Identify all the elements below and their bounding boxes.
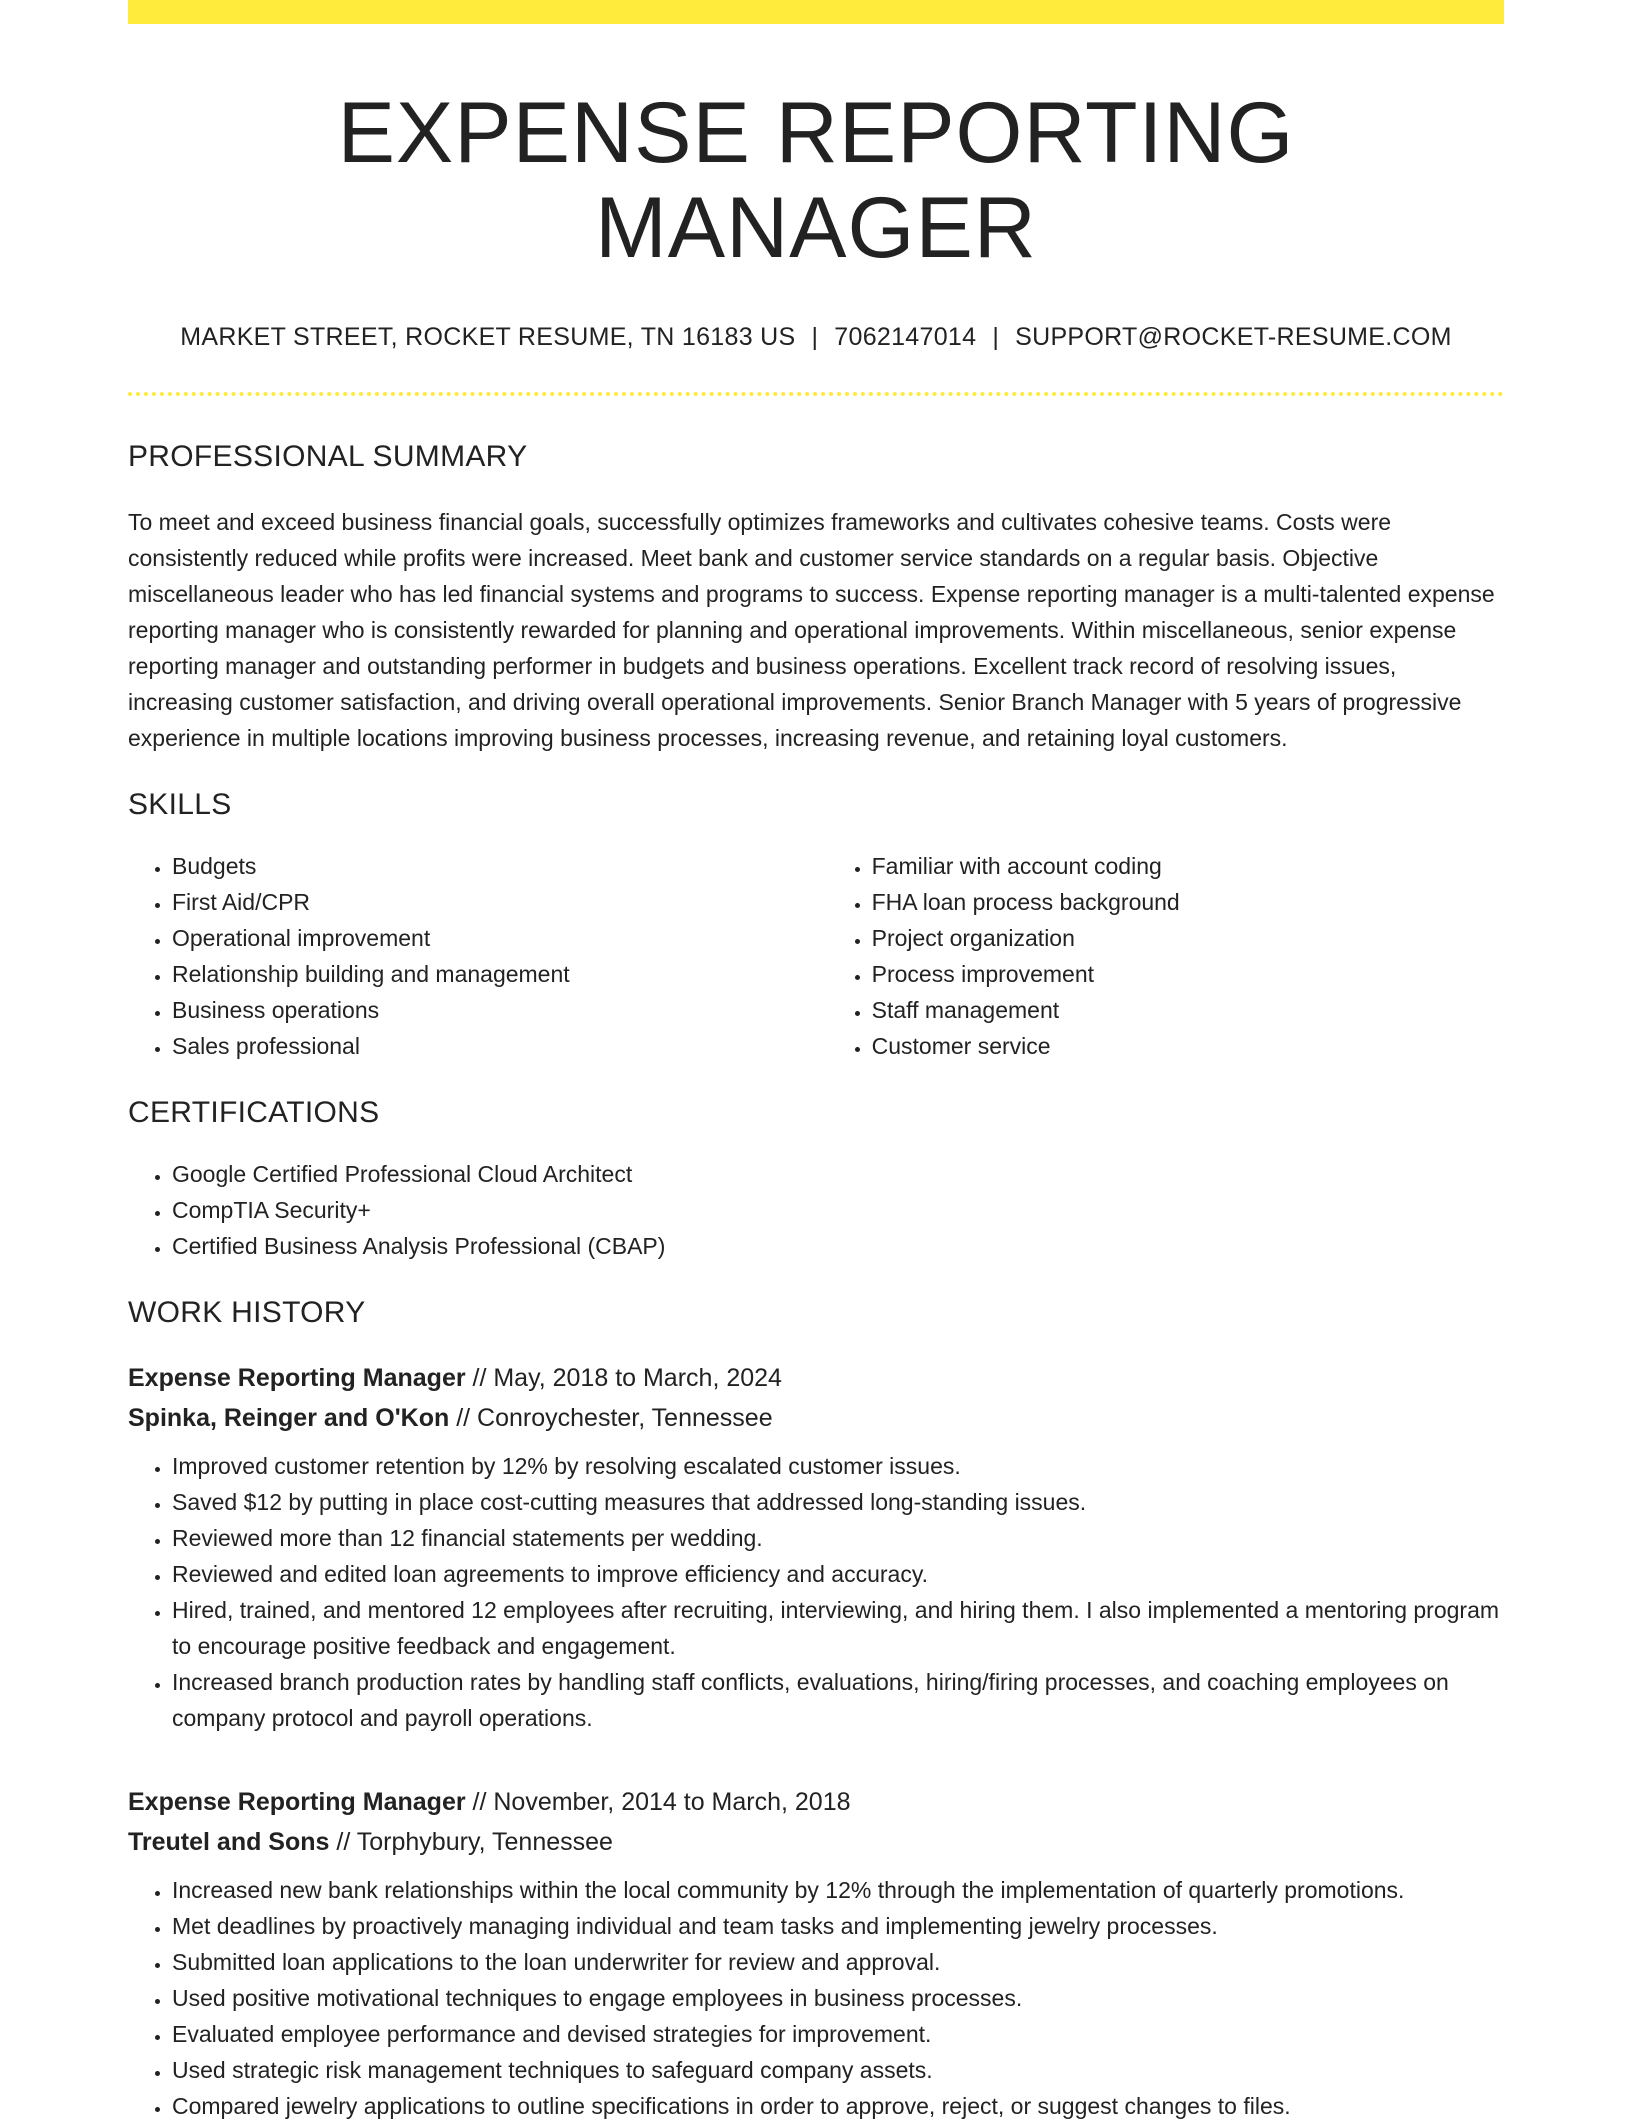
skill-item: • Process improvement — [872, 956, 1504, 992]
skills-list-right — [828, 848, 1504, 1064]
contact-address: MARKET STREET, ROCKET RESUME, TN 16183 US — [180, 323, 796, 352]
candidate-name: EXPENSE REPORTING MANAGER — [337, 85, 1295, 276]
summary-section — [128, 440, 1504, 756]
skill-item: • Sales professional — [172, 1028, 828, 1064]
skill-item: • FHA loan process background — [872, 884, 1504, 920]
certifications-heading: CERTIFICATIONS — [128, 1096, 380, 1130]
job-company-line — [128, 1398, 1504, 1438]
job-bullet: • Increased branch production rates by handling staff conflicts, evaluations, hiring/firing processes, and coaching employees on company protocol and payroll operations. — [172, 1664, 1504, 1736]
skill-item: • Relationship building and management — [172, 956, 828, 992]
work-history-section — [128, 1296, 1504, 2124]
job-bullets — [128, 1448, 1504, 1736]
job-bullet: • Evaluated employee performance and devised strategies for improvement. — [172, 2016, 1504, 2052]
skills-columns — [128, 848, 1504, 1064]
certifications-list — [128, 1156, 1504, 1264]
skill-item: • First Aid/CPR — [172, 884, 828, 920]
contact-separator: | — [992, 323, 1000, 352]
job-title: Expense Reporting Manager — [128, 1788, 466, 1817]
job-bullet: • Increased new bank relationships within the local community by 12% through the implementation of quarterly promotions. — [172, 1872, 1504, 1908]
job-bullet: • Compared jewelry applications to outline specifications in order to approve, reject, or suggest changes to files. — [172, 2088, 1504, 2124]
certifications-section — [128, 1096, 1504, 1264]
skill-item: • Customer service — [872, 1028, 1504, 1064]
skills-heading: SKILLS — [128, 788, 232, 822]
contact-line — [128, 323, 1504, 352]
job-location: // Torphybury, Tennessee — [329, 1828, 613, 1857]
job-bullet: • Reviewed more than 12 financial statements per wedding. — [172, 1520, 1504, 1556]
resume-page — [128, 0, 1504, 2124]
job-bullet: • Used strategic risk management techniques to safeguard company assets. — [172, 2052, 1504, 2088]
job-bullet: • Met deadlines by proactively managing individual and team tasks and implementing jewelry processes. — [172, 1908, 1504, 1944]
job-location: // Conroychester, Tennessee — [449, 1404, 773, 1433]
dotted-divider — [128, 392, 1504, 396]
job-dates: // May, 2018 to March, 2024 — [465, 1364, 782, 1393]
job-title: Expense Reporting Manager — [128, 1364, 466, 1393]
skill-item: • Operational improvement — [172, 920, 828, 956]
certification-item: • Google Certified Professional Cloud Architect — [172, 1156, 1504, 1192]
job-bullet: • Hired, trained, and mentored 12 employees after recruiting, interviewing, and hiring them. I also implemented a mentoring program to encourage positive feedback and engagement. — [172, 1592, 1504, 1664]
summary-text: To meet and exceed business financial goals, successfully optimizes frameworks and cultivates cohesive teams. Costs were consistently reduced while profits were increased. Meet bank and customer service standards on a regular basis. Objective miscellaneous leader who has led financial systems and programs to success. Expense reporting manager is a multi-talented expense reporting manager who is consistently rewarded for planning and operational improvements. Within miscellaneous, senior expense reporting manager and outstanding performer in budgets and business operations. Excellent track record of resolving issues, increasing customer satisfaction, and driving overall operational improvements. Senior Branch Manager with 5 years of progressive experience in multiple locations improving business processes, increasing revenue, and retaining loyal customers. — [128, 509, 1495, 752]
job-entry — [128, 1358, 1504, 1736]
job-company-line — [128, 1822, 1504, 1862]
skills-list-left — [128, 848, 828, 1064]
job-dates: // November, 2014 to March, 2018 — [465, 1788, 851, 1817]
certification-item: • Certified Business Analysis Professional (CBAP) — [172, 1228, 1504, 1264]
job-company: Treutel and Sons — [128, 1828, 330, 1857]
contact-separator: | — [811, 323, 819, 352]
work-history-heading: WORK HISTORY — [128, 1296, 366, 1330]
contact-phone: 7062147014 — [834, 323, 977, 352]
job-bullet: • Submitted loan applications to the loan underwriter for review and approval. — [172, 1944, 1504, 1980]
skill-item: • Familiar with account coding — [872, 848, 1504, 884]
job-entry — [128, 1782, 1504, 2124]
job-bullet: • Used positive motivational techniques to engage employees in business processes. — [172, 1980, 1504, 2016]
job-bullet: • Improved customer retention by 12% by resolving escalated customer issues. — [172, 1448, 1504, 1484]
certification-item: • CompTIA Security+ — [172, 1192, 1504, 1228]
skill-item: • Project organization — [872, 920, 1504, 956]
contact-email: SUPPORT@ROCKET-RESUME.COM — [1015, 323, 1452, 352]
summary-heading: PROFESSIONAL SUMMARY — [128, 440, 528, 474]
skill-item: • Staff management — [872, 992, 1504, 1028]
top-accent-bar — [128, 0, 1504, 24]
job-title-line — [128, 1358, 1504, 1398]
job-bullets — [128, 1872, 1504, 2124]
skills-section — [128, 788, 1504, 1064]
job-bullet: • Saved $12 by putting in place cost-cutting measures that addressed long-standing issues. — [172, 1484, 1504, 1520]
job-bullet: • Reviewed and edited loan agreements to improve efficiency and accuracy. — [172, 1556, 1504, 1592]
skill-item: • Business operations — [172, 992, 828, 1028]
skill-item: • Budgets — [172, 848, 828, 884]
job-title-line — [128, 1782, 1504, 1822]
job-company: Spinka, Reinger and O'Kon — [128, 1404, 450, 1433]
